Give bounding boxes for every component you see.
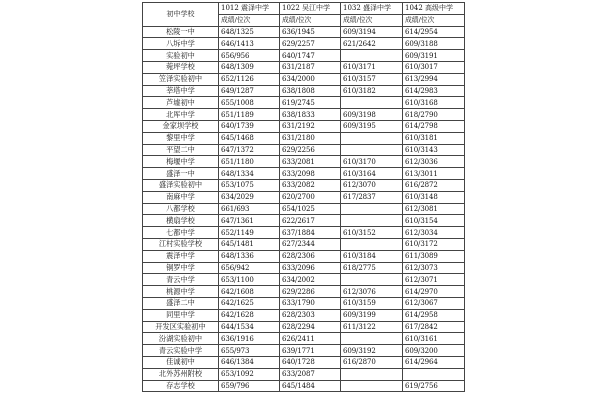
score-rank-cell: 640/1747 <box>280 50 341 62</box>
score-rank-cell: 636/1916 <box>219 333 280 345</box>
score-rank-cell: 642/1608 <box>219 286 280 298</box>
score-rank-subheader: 成绩/位次 <box>403 14 465 26</box>
score-rank-cell: 610/3148 <box>403 191 465 203</box>
table-row <box>143 215 465 227</box>
score-rank-cell: 656/956 <box>219 50 280 62</box>
score-rank-cell: 659/796 <box>219 380 280 392</box>
score-rank-cell: 609/3191 <box>403 50 465 62</box>
junior-school-name: 八都学校 <box>143 203 219 215</box>
score-rank-cell: 610/3143 <box>403 144 465 156</box>
score-rank-cell: 633/2082 <box>280 179 341 191</box>
score-rank-cell: 638/1808 <box>280 85 341 97</box>
score-rank-cell: 610/3168 <box>403 97 465 109</box>
score-rank-cell: 618/2775 <box>341 262 403 274</box>
junior-school-name: 南麻中学 <box>143 191 219 203</box>
score-rank-cell: 626/2411 <box>280 333 341 345</box>
score-rank-cell: 652/1149 <box>219 227 280 239</box>
table-row <box>143 333 465 345</box>
junior-school-name: 黎里中学 <box>143 132 219 144</box>
junior-school-name: 平望二中 <box>143 144 219 156</box>
score-rank-cell: 609/3199 <box>341 309 403 321</box>
score-rank-cell: 610/3017 <box>403 61 465 73</box>
table-row <box>143 238 465 250</box>
junior-school-name: 七都中学 <box>143 227 219 239</box>
high-school-header-wujiang: 1022 吴江中学 <box>280 3 341 15</box>
score-rank-cell: 614/2954 <box>403 26 465 38</box>
table-row <box>143 73 465 85</box>
score-rank-cell: 609/3188 <box>403 38 465 50</box>
score-rank-cell: 634/2029 <box>219 191 280 203</box>
score-rank-cell: 610/3164 <box>341 168 403 180</box>
junior-school-name: 横扇学校 <box>143 215 219 227</box>
score-rank-cell: 614/2970 <box>403 286 465 298</box>
score-rank-cell: 629/2257 <box>280 38 341 50</box>
score-rank-cell: 646/1384 <box>219 356 280 368</box>
score-rank-cell: 618/2790 <box>403 109 465 121</box>
score-rank-cell: 610/3154 <box>403 215 465 227</box>
score-rank-cell <box>341 380 403 392</box>
score-rank-cell: 616/2872 <box>403 179 465 191</box>
score-rank-cell: 633/2096 <box>280 262 341 274</box>
score-rank-subheader: 成绩/位次 <box>341 14 403 26</box>
score-rank-cell: 629/2286 <box>280 286 341 298</box>
junior-school-name: 佳诚初中 <box>143 356 219 368</box>
score-rank-cell: 656/942 <box>219 262 280 274</box>
high-school-header-senior: 1042 高级中学 <box>403 3 465 15</box>
score-rank-cell: 631/2192 <box>280 120 341 132</box>
score-rank-cell: 613/3011 <box>403 168 465 180</box>
score-rank-cell: 651/1180 <box>219 156 280 168</box>
table-row <box>143 109 465 121</box>
score-rank-cell: 640/1739 <box>219 120 280 132</box>
score-rank-cell: 647/1372 <box>219 144 280 156</box>
score-rank-cell: 638/1833 <box>280 109 341 121</box>
table-row <box>143 227 465 239</box>
score-rank-cell: 645/1484 <box>280 380 341 392</box>
table-row <box>143 250 465 262</box>
high-school-header-shengze: 1032 盛泽中学 <box>341 3 403 15</box>
table-row <box>143 50 465 62</box>
junior-school-name: 盛泽一中 <box>143 168 219 180</box>
score-rank-cell: 620/2700 <box>280 191 341 203</box>
junior-school-name: 开发区实验初中 <box>143 321 219 333</box>
junior-school-name: 实验初中 <box>143 50 219 62</box>
score-rank-cell: 634/2000 <box>280 73 341 85</box>
score-rank-cell: 614/2798 <box>403 120 465 132</box>
table-row <box>143 356 465 368</box>
score-rank-cell: 649/1287 <box>219 85 280 97</box>
admission-score-table <box>142 2 465 392</box>
table-row <box>143 286 465 298</box>
table-body <box>143 26 465 392</box>
score-rank-cell <box>341 368 403 380</box>
score-rank-cell: 633/2087 <box>280 368 341 380</box>
score-rank-cell: 655/973 <box>219 345 280 357</box>
junior-school-name: 同里中学 <box>143 309 219 321</box>
score-rank-cell <box>341 238 403 250</box>
score-rank-cell: 612/3036 <box>403 156 465 168</box>
table-row <box>143 179 465 191</box>
junior-school-name: 笠泽实验初中 <box>143 73 219 85</box>
score-rank-cell: 609/3195 <box>341 120 403 132</box>
score-rank-cell: 640/1728 <box>280 356 341 368</box>
table-row <box>143 274 465 286</box>
score-rank-cell: 647/1361 <box>219 215 280 227</box>
junior-school-name: 芦墟初中 <box>143 97 219 109</box>
score-rank-cell: 609/3192 <box>341 345 403 357</box>
score-rank-cell: 612/3067 <box>403 297 465 309</box>
score-rank-cell: 653/1092 <box>219 368 280 380</box>
high-school-header-zhenze: 1012 震泽中学 <box>219 3 280 15</box>
score-rank-cell: 644/1534 <box>219 321 280 333</box>
score-rank-cell: 646/1413 <box>219 38 280 50</box>
junior-school-name: 八坼中学 <box>143 38 219 50</box>
score-rank-cell: 612/3071 <box>403 274 465 286</box>
score-rank-cell: 633/2081 <box>280 156 341 168</box>
score-rank-cell: 648/1309 <box>219 61 280 73</box>
score-rank-cell <box>341 333 403 345</box>
junior-school-name: 铜罗中学 <box>143 262 219 274</box>
score-rank-cell: 610/3161 <box>403 333 465 345</box>
table-row <box>143 38 465 50</box>
score-rank-cell: 631/2180 <box>280 132 341 144</box>
table-row <box>143 297 465 309</box>
score-rank-cell <box>341 132 403 144</box>
score-rank-cell: 639/1771 <box>280 345 341 357</box>
score-rank-cell: 645/1468 <box>219 132 280 144</box>
table-row <box>143 156 465 168</box>
score-rank-cell <box>341 97 403 109</box>
score-rank-cell: 642/1625 <box>219 297 280 309</box>
junior-school-name: 金家坝学校 <box>143 120 219 132</box>
score-rank-cell: 633/1790 <box>280 297 341 309</box>
table-row <box>143 203 465 215</box>
score-rank-cell: 651/1189 <box>219 109 280 121</box>
score-rank-cell: 652/1126 <box>219 73 280 85</box>
score-rank-cell: 645/1481 <box>219 238 280 250</box>
score-rank-cell: 653/1075 <box>219 179 280 191</box>
score-rank-cell: 612/3070 <box>341 179 403 191</box>
junior-school-name: 存志学校 <box>143 380 219 392</box>
junior-school-column-header: 初中学校 <box>143 3 219 27</box>
score-rank-cell <box>341 50 403 62</box>
score-rank-cell: 610/3182 <box>341 85 403 97</box>
score-rank-cell: 619/2745 <box>280 97 341 109</box>
score-rank-cell: 648/1334 <box>219 168 280 180</box>
table-row <box>143 368 465 380</box>
junior-school-name: 桃源中学 <box>143 286 219 298</box>
score-rank-cell: 628/2303 <box>280 309 341 321</box>
score-rank-cell: 611/3122 <box>341 321 403 333</box>
score-rank-cell: 634/2002 <box>280 274 341 286</box>
score-rank-cell: 655/1008 <box>219 97 280 109</box>
table-row <box>143 168 465 180</box>
score-rank-cell: 610/3184 <box>341 250 403 262</box>
header-row-high-schools <box>143 3 465 15</box>
score-rank-cell: 619/2756 <box>403 380 465 392</box>
score-rank-cell: 636/1945 <box>280 26 341 38</box>
junior-school-name: 梅堰中学 <box>143 156 219 168</box>
table-row <box>143 345 465 357</box>
score-rank-cell: 648/1325 <box>219 26 280 38</box>
table-row <box>143 120 465 132</box>
admission-score-sheet <box>142 2 464 398</box>
score-rank-cell: 610/3152 <box>341 227 403 239</box>
junior-school-name: 江村实验学校 <box>143 238 219 250</box>
score-rank-cell <box>341 274 403 286</box>
score-rank-cell: 614/2983 <box>403 85 465 97</box>
score-rank-cell: 610/3159 <box>341 297 403 309</box>
table-row <box>143 262 465 274</box>
junior-school-name: 盛泽二中 <box>143 297 219 309</box>
junior-school-name: 莘塔中学 <box>143 85 219 97</box>
junior-school-name: 青云实验中学 <box>143 345 219 357</box>
table-row <box>143 321 465 333</box>
score-rank-cell: 628/2306 <box>280 250 341 262</box>
score-rank-cell: 610/3170 <box>341 156 403 168</box>
score-rank-cell: 610/3157 <box>341 73 403 85</box>
score-rank-cell <box>403 368 465 380</box>
score-rank-cell: 612/3081 <box>403 203 465 215</box>
score-rank-cell: 610/3171 <box>341 61 403 73</box>
score-rank-cell: 610/3181 <box>403 132 465 144</box>
score-rank-cell: 611/3089 <box>403 250 465 262</box>
score-rank-cell: 654/1025 <box>280 203 341 215</box>
junior-school-name: 震泽中学 <box>143 250 219 262</box>
score-rank-cell: 609/3200 <box>403 345 465 357</box>
table-header <box>143 3 465 27</box>
score-rank-cell: 612/3034 <box>403 227 465 239</box>
score-rank-subheader: 成绩/位次 <box>219 14 280 26</box>
score-rank-cell <box>341 203 403 215</box>
score-rank-cell: 628/2294 <box>280 321 341 333</box>
score-rank-cell: 613/2994 <box>403 73 465 85</box>
score-rank-cell: 637/1884 <box>280 227 341 239</box>
score-rank-cell: 617/2837 <box>341 191 403 203</box>
score-rank-cell: 642/1628 <box>219 309 280 321</box>
score-rank-cell: 612/3076 <box>341 286 403 298</box>
score-rank-cell: 661/693 <box>219 203 280 215</box>
score-rank-cell: 609/3194 <box>341 26 403 38</box>
junior-school-name: 松陵一中 <box>143 26 219 38</box>
table-row <box>143 144 465 156</box>
score-rank-cell <box>341 144 403 156</box>
junior-school-name: 盛泽实验初中 <box>143 179 219 191</box>
score-rank-cell: 609/3198 <box>341 109 403 121</box>
table-row <box>143 309 465 321</box>
score-rank-cell: 612/3073 <box>403 262 465 274</box>
score-rank-cell: 610/3172 <box>403 238 465 250</box>
junior-school-name: 青云中学 <box>143 274 219 286</box>
score-rank-cell <box>341 215 403 227</box>
score-rank-cell: 617/2842 <box>403 321 465 333</box>
junior-school-name: 北外苏州附校 <box>143 368 219 380</box>
score-rank-cell: 631/2187 <box>280 61 341 73</box>
table-row <box>143 132 465 144</box>
junior-school-name: 北厍中学 <box>143 109 219 121</box>
score-rank-cell: 653/1100 <box>219 274 280 286</box>
table-row <box>143 380 465 392</box>
score-rank-cell: 614/2958 <box>403 309 465 321</box>
score-rank-cell: 648/1336 <box>219 250 280 262</box>
junior-school-name: 菀坪学校 <box>143 61 219 73</box>
score-rank-cell: 622/2617 <box>280 215 341 227</box>
table-row <box>143 97 465 109</box>
score-rank-subheader: 成绩/位次 <box>280 14 341 26</box>
score-rank-cell: 616/2870 <box>341 356 403 368</box>
table-row <box>143 85 465 97</box>
score-rank-cell: 614/2964 <box>403 356 465 368</box>
table-row <box>143 191 465 203</box>
table-row <box>143 26 465 38</box>
score-rank-cell: 621/2642 <box>341 38 403 50</box>
table-row <box>143 61 465 73</box>
score-rank-cell: 627/2344 <box>280 238 341 250</box>
score-rank-cell: 633/2098 <box>280 168 341 180</box>
junior-school-name: 汾湖实验初中 <box>143 333 219 345</box>
score-rank-cell: 629/2256 <box>280 144 341 156</box>
